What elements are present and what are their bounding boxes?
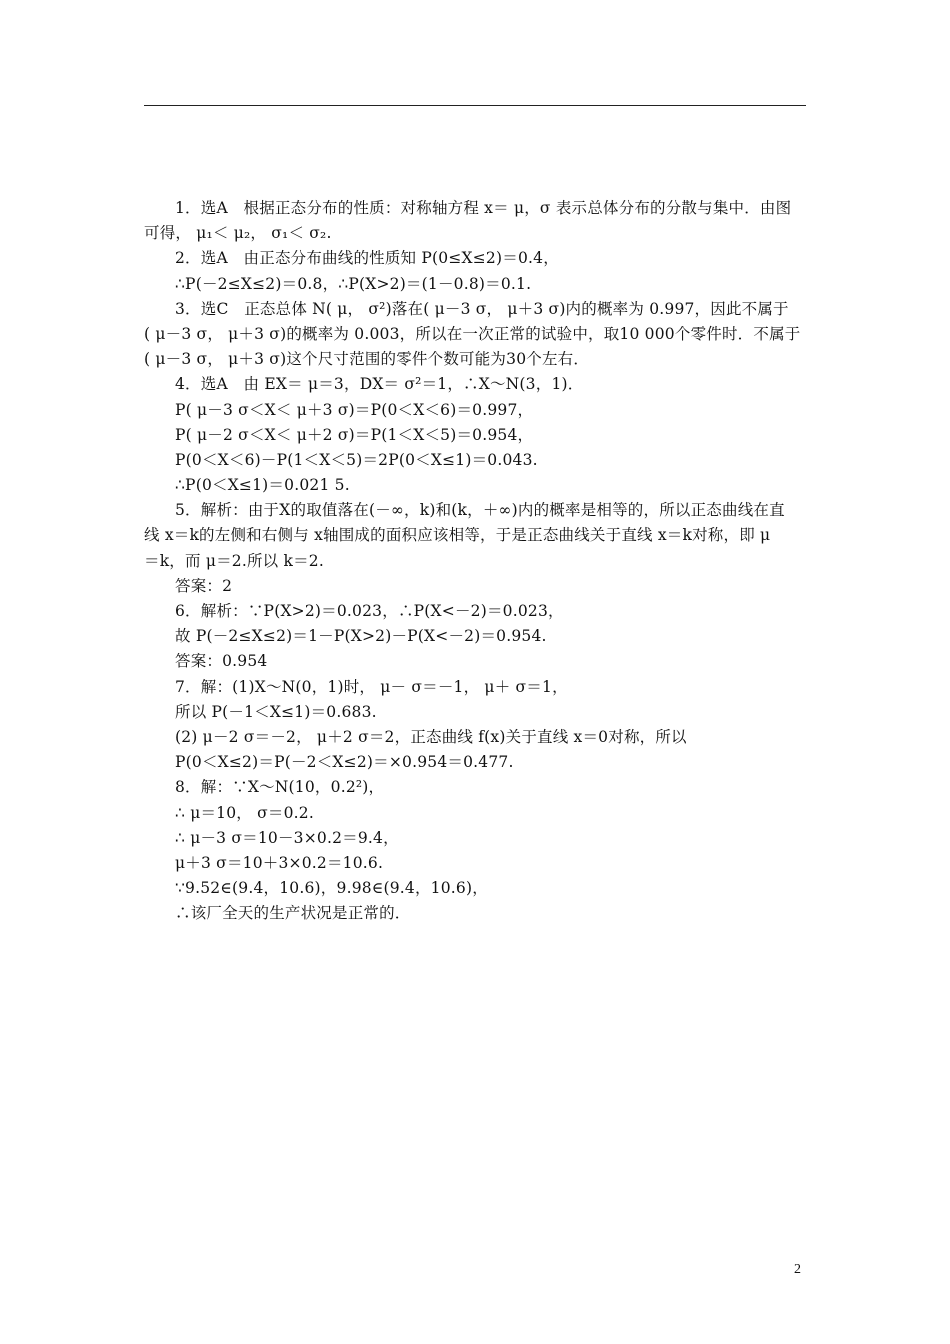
text-line: 6．解析：∵P(X>2)＝0.023，∴P(X<－2)＝0.023， <box>175 602 564 620</box>
text-line: ∴该厂全天的生产状况是正常的． <box>175 904 411 923</box>
text-line: ∴ μ－3 σ＝10－3×0.2＝9.4， <box>175 828 399 847</box>
text-line: P( μ－3 σ＜X＜ μ＋3 σ)＝P(0＜X＜6)＝0.997， <box>175 400 534 419</box>
text-line: μ＋3 σ＝10＋3×0.2＝10.6. <box>175 853 384 872</box>
text-line: 7．解：(1)X～N(0，1)时， μ－ σ＝－1， μ＋ σ＝1， <box>175 677 568 696</box>
text-line: ∴P(0＜X≤1)＝0.021 5. <box>175 476 350 495</box>
page-number: 2 <box>794 1262 801 1277</box>
text-line: 3．选C 正态总体 N( μ， σ²)落在( μ－3 σ， μ＋3 σ)内的概率为 0.997，因此不属于 <box>175 299 789 318</box>
text-line: ∴ μ＝10， σ＝0.2. <box>175 803 314 822</box>
text-line: 8．解：∵X～N(10，0.2²)， <box>175 778 385 797</box>
text-line: 可得， μ₁＜ μ₂， σ₁＜ σ₂. <box>144 224 332 243</box>
text-line: 2．选A 由正态分布曲线的性质知 P(0≤X≤2)＝0.4， <box>175 249 559 268</box>
text-line: P(0＜X≤2)＝P(－2＜X≤2)＝×0.954＝0.477. <box>175 753 514 772</box>
text-line: ∴P(－2≤X≤2)＝0.8，∴P(X>2)＝(1－0.8)＝0.1. <box>175 274 532 293</box>
text-line: 5．解析：由于X的取值落在(－∞，k)和(k，＋∞)内的概率是相等的，所以正态曲线在直 <box>175 501 785 520</box>
text-line: 1．选A 根据正态分布的性质：对称轴方程 x＝ μ，σ 表示总体分布的分散与集中．由图 <box>175 199 792 217</box>
text-line: 答案：2 <box>175 576 233 595</box>
text-line: 所以 P(－1＜X≤1)＝0.683. <box>175 702 377 721</box>
answer-content <box>144 196 812 926</box>
text-line: ＝k，而 μ＝2.所以 k＝2. <box>144 551 324 570</box>
text-line: (2) μ－2 σ＝－2， μ＋2 σ＝2，正态曲线 f(x)关于直线 x＝0对称，所以 <box>175 727 687 746</box>
text-line: 答案：0.954 <box>175 652 268 671</box>
text-line: P( μ－2 σ＜X＜ μ＋2 σ)＝P(1＜X＜5)＝0.954， <box>175 425 534 444</box>
text-line: 4．选A 由 EX＝ μ＝3，DX＝ σ²＝1，∴X～N(3，1)． <box>175 375 584 394</box>
text-line: ( μ－3 σ， μ＋3 σ)这个尺寸范围的零件个数可能为30个左右． <box>144 350 590 369</box>
text-line: ∵9.52∈(9.4，10.6)，9.98∈(9.4，10.6)， <box>175 879 488 898</box>
text-line: P(0＜X＜6)－P(1＜X＜5)＝2P(0＜X≤1)＝0.043. <box>175 450 538 469</box>
header-rule <box>144 105 806 106</box>
text-line: 线 x＝k的左侧和右侧与 x轴围成的面积应该相等，于是正态曲线关于直线 x＝k对称，即 μ <box>144 526 771 545</box>
text-line: 故 P(－2≤X≤2)＝1－P(X>2)－P(X<－2)＝0.954. <box>175 627 547 646</box>
text-line: ( μ－3 σ， μ＋3 σ)的概率为 0.003，所以在一次正常的试验中，取10 000个零件时．不属于 <box>144 324 801 343</box>
